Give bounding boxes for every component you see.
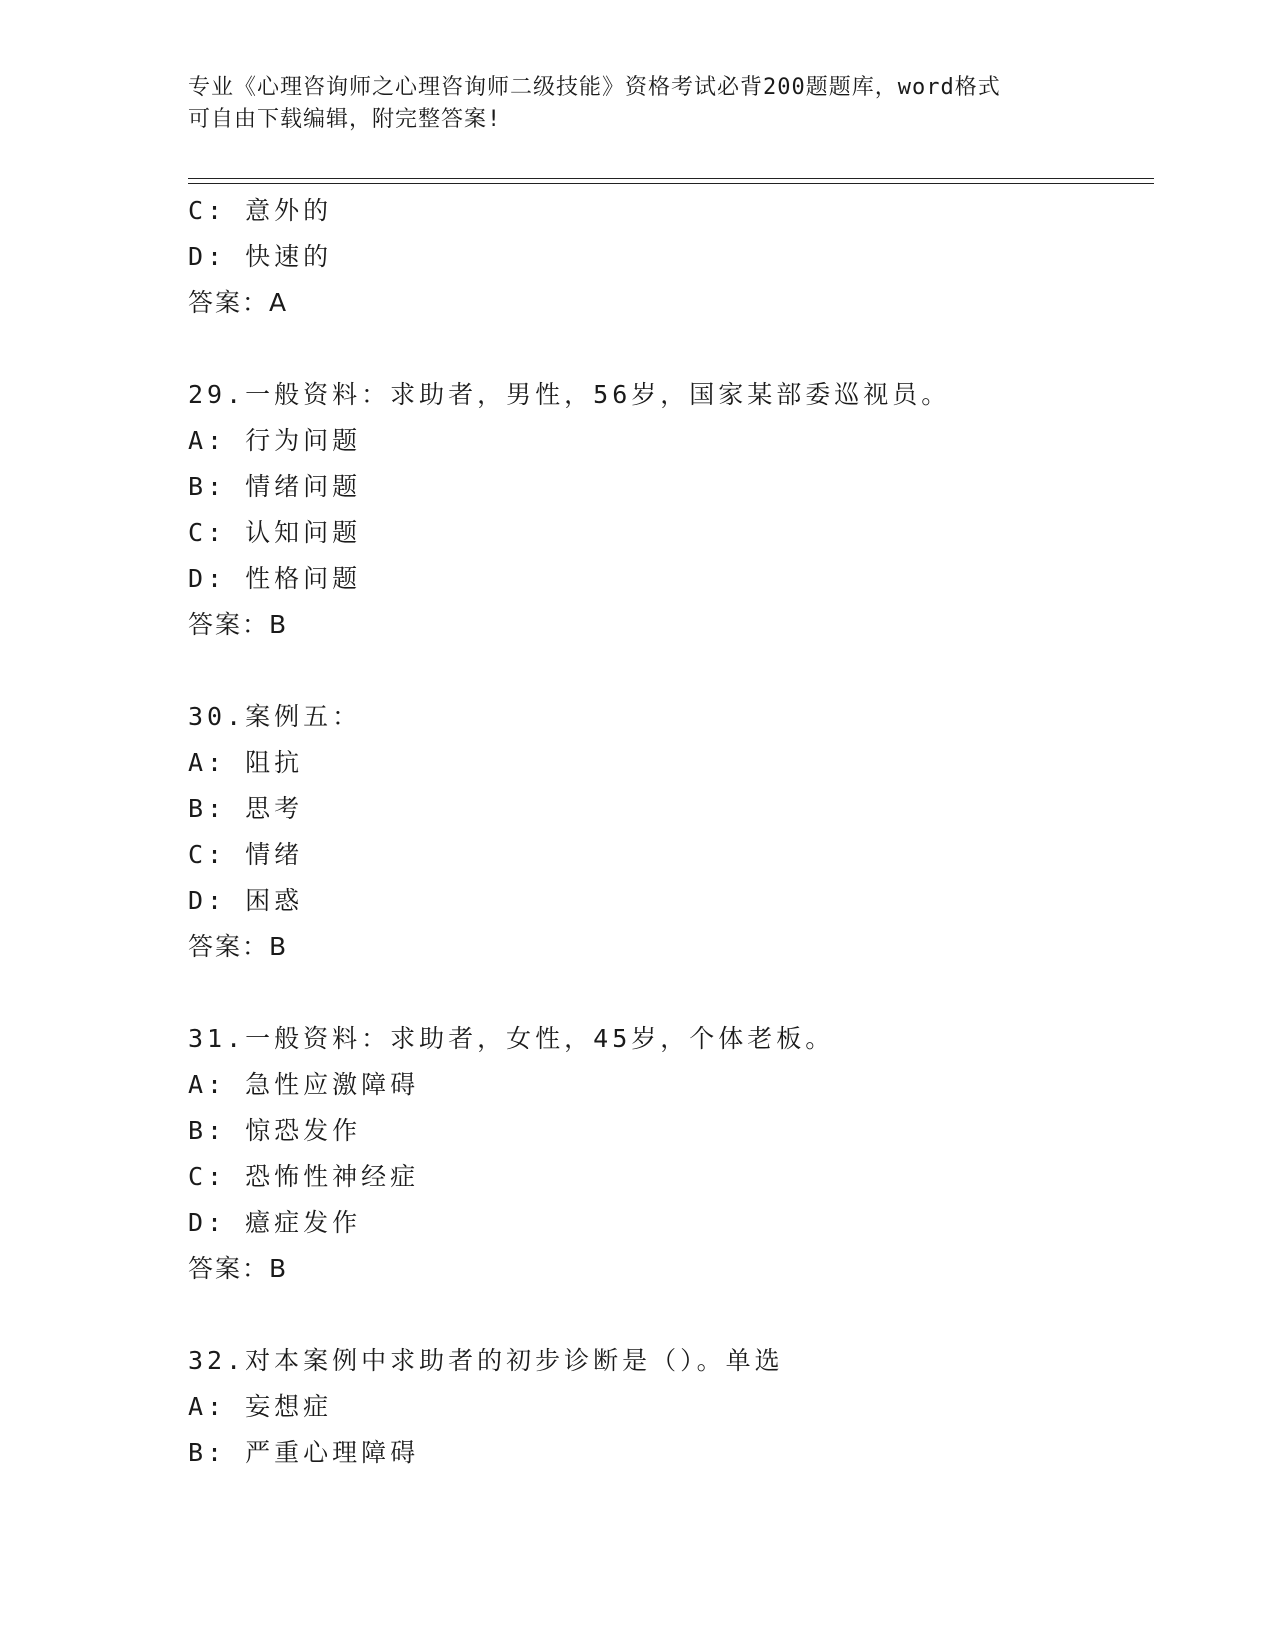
header-line-2: 可自由下载编辑，附完整答案! xyxy=(188,107,502,132)
header-divider-bottom xyxy=(188,183,1154,184)
question-list xyxy=(188,188,1148,1476)
header-line-1: 专业《心理咨询师之心理咨询师二级技能》资格考试必背200题题库，word格式 xyxy=(188,75,1001,100)
question-block-30 xyxy=(188,694,1148,970)
question-block-continued xyxy=(188,188,1148,326)
question-stem: 30.案例五： xyxy=(188,702,362,731)
option-b: B: 思考 xyxy=(188,794,304,823)
question-stem: 29.一般资料：求助者，男性，56岁，国家某部委巡视员。 xyxy=(188,380,951,409)
answer-line: 答案：B xyxy=(188,932,289,961)
option-a: A: 急性应激障碍 xyxy=(188,1070,420,1099)
option-b: B: 惊恐发作 xyxy=(188,1116,362,1145)
option-d: D: 困惑 xyxy=(188,886,304,915)
option-d: D: 癔症发作 xyxy=(188,1208,362,1237)
option-b: B: 情绪问题 xyxy=(188,472,362,501)
question-stem: 31.一般资料：求助者，女性，45岁，个体老板。 xyxy=(188,1024,835,1053)
option-c: C: 恐怖性神经症 xyxy=(188,1162,420,1191)
question-block-32 xyxy=(188,1338,1148,1476)
header-divider-top xyxy=(188,178,1154,179)
answer-line: 答案：B xyxy=(188,610,289,639)
option-c: C: 意外的 xyxy=(188,196,333,225)
document-header xyxy=(188,72,1088,136)
answer-line: 答案：A xyxy=(188,288,289,317)
spacer xyxy=(188,970,1148,1016)
option-c: C: 情绪 xyxy=(188,840,304,869)
spacer xyxy=(188,326,1148,372)
spacer xyxy=(188,648,1148,694)
option-d: D: 快速的 xyxy=(188,242,333,271)
question-block-31 xyxy=(188,1016,1148,1292)
option-c: C: 认知问题 xyxy=(188,518,362,547)
question-block-29 xyxy=(188,372,1148,648)
option-a: A: 行为问题 xyxy=(188,426,362,455)
option-b: B: 严重心理障碍 xyxy=(188,1438,420,1467)
spacer xyxy=(188,1292,1148,1338)
option-d: D: 性格问题 xyxy=(188,564,362,593)
option-a: A: 妄想症 xyxy=(188,1392,333,1421)
question-stem: 32.对本案例中求助者的初步诊断是（）。单选 xyxy=(188,1346,784,1375)
answer-line: 答案：B xyxy=(188,1254,289,1283)
option-a: A: 阻抗 xyxy=(188,748,304,777)
